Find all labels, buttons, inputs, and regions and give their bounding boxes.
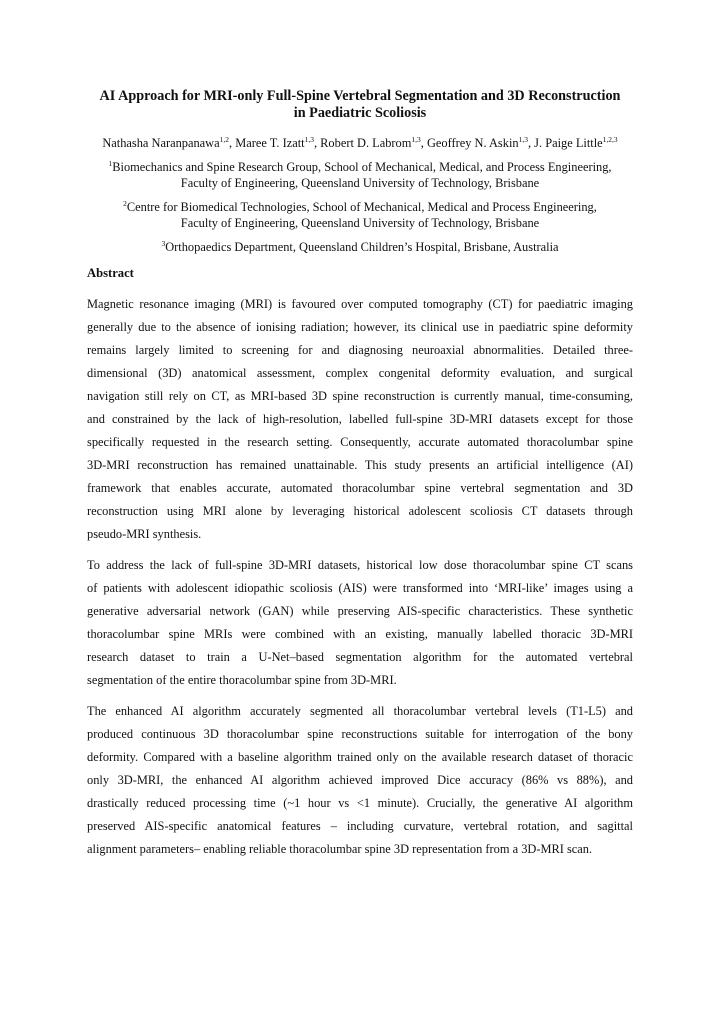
- author-separator: ,: [229, 136, 236, 150]
- text-line: preserved AIS-specific anatomical features – including curvature, vertebral rotation, and sagittal: [87, 819, 633, 833]
- affiliation-text: Faculty of Engineering, Queensland University of Technology, Brisbane: [180, 176, 540, 190]
- abstract-heading: Abstract: [87, 266, 134, 280]
- author-name: Maree T. Izatt: [235, 136, 305, 150]
- text-line: generally due to the absence of ionising radiation; however, its clinical use in paediatric spine deformity: [87, 320, 633, 334]
- paper-content: [87, 88, 633, 869]
- author-separator: ,: [313, 136, 321, 150]
- text-line: segmentation of the entire thoracolumbar spine from 3D-MRI.: [87, 673, 397, 687]
- text-line: reconstruction using MRI alone by leveraging historical adolescent scoliosis CT datasets through: [87, 504, 633, 518]
- affiliation-2: [87, 199, 633, 231]
- abstract-paragraph-1: [87, 293, 633, 546]
- text-line: drastically reduced processing time (~1 hour vs <1 minute). Crucially, the generative AI algorithm: [87, 796, 633, 810]
- author-affiliation-marker: 1,3: [518, 134, 528, 144]
- affiliation-1: [87, 159, 633, 191]
- author-list: [87, 135, 633, 151]
- affiliation-line: [87, 239, 633, 255]
- abstract-paragraph-3: [87, 700, 633, 861]
- text-line: The enhanced AI algorithm accurately segmented all thoracolumbar vertebral levels (T1-L5) and: [87, 704, 633, 718]
- paper-title: [87, 88, 633, 122]
- affiliation-text: Biomechanics and Spine Research Group, School of Mechanical, Medical, and Process Engineering,: [112, 160, 612, 174]
- text-line: navigation still rely on CT, as MRI-based 3D spine reconstruction is currently manual, time-consuming,: [87, 389, 633, 403]
- text-line: pseudo-MRI synthesis.: [87, 527, 202, 541]
- affiliation-text: Centre for Biomedical Technologies, School of Mechanical, Medical and Process Engineering,: [126, 200, 597, 214]
- text-line: specifically requested in the research setting. Consequently, accurate automated thoracolumbar spine: [87, 435, 633, 449]
- author-affiliation-marker: 1,3: [411, 134, 421, 144]
- affiliation-marker: 3: [161, 238, 166, 248]
- text-line: research dataset to train a U-Net–based segmentation algorithm for the automated vertebral: [87, 650, 633, 664]
- author-name: Nathasha Naranpanawa: [102, 136, 220, 150]
- abstract-paragraph-2: [87, 554, 633, 692]
- text-line: dimensional (3D) anatomical assessment, complex congenital deformity evaluation, and surgical: [87, 366, 633, 380]
- text-line: of patients with adolescent idiopathic scoliosis (AIS) were transformed into ‘MRI-like’ images using a: [87, 581, 633, 595]
- author-name: Geoffrey N. Askin: [426, 136, 519, 150]
- text-line: remains largely limited to screening for and diagnosing neuroaxial abnormalities. Detailed three-: [87, 343, 633, 357]
- text-line: deformity. Compared with a baseline algorithm trained only on the available research dataset of thoracic: [87, 750, 633, 764]
- title-line-1: AI Approach for MRI-only Full-Spine Vertebral Segmentation and 3D Reconstruction: [99, 88, 621, 104]
- author-name: J. Paige Little: [534, 136, 603, 150]
- affiliation-marker: 2: [123, 198, 127, 208]
- affiliation-text: Faculty of Engineering, Queensland University of Technology, Brisbane: [180, 216, 540, 230]
- affiliation-3: [87, 239, 633, 255]
- text-line: framework that enables accurate, automated thoracolumbar spine vertebral segmentation and 3D: [87, 481, 633, 495]
- author-separator: ,: [420, 136, 427, 150]
- text-line: alignment parameters– enabling reliable thoracolumbar spine 3D representation from a 3D-MRI scan.: [87, 842, 593, 856]
- author-affiliation-marker: 1,2,3: [602, 134, 618, 144]
- text-line: thoracolumbar spine MRIs were combined with an existing, manually labelled thoracic 3D-MRI: [87, 627, 633, 641]
- text-line: produced continuous 3D thoracolumbar spine reconstructions suitable for interrogation of the bony: [87, 727, 633, 741]
- title-line-2: in Paediatric Scoliosis: [293, 105, 427, 121]
- author-affiliation-marker: 1,2: [219, 134, 230, 144]
- text-line: and constrained by the lack of high-resolution, labelled full-spine 3D-MRI datasets except for those: [87, 412, 633, 426]
- text-line: generative adversarial network (GAN) while preserving AIS-specific characteristics. These synthetic: [87, 604, 633, 618]
- author-affiliation-marker: 1,3: [304, 134, 314, 144]
- affiliation-line: [87, 199, 633, 215]
- author-name: Robert D. Labrom: [320, 136, 412, 150]
- affiliation-text: Orthopaedics Department, Queensland Children’s Hospital, Brisbane, Australia: [165, 240, 559, 254]
- affiliation-marker: 1: [108, 158, 113, 168]
- text-line: 3D-MRI reconstruction has remained unattainable. This study presents an artificial intelligence (AI): [87, 458, 633, 472]
- text-line: To address the lack of full-spine 3D-MRI datasets, historical low dose thoracolumbar spine CT scans: [87, 558, 633, 572]
- text-line: only 3D-MRI, the enhanced AI algorithm achieved improved Dice accuracy (86% vs 88%), and: [87, 773, 633, 787]
- affiliation-line: [87, 159, 633, 175]
- text-line: Magnetic resonance imaging (MRI) is favoured over computed tomography (CT) for paediatric imaging: [87, 297, 633, 311]
- author-separator: ,: [527, 136, 535, 150]
